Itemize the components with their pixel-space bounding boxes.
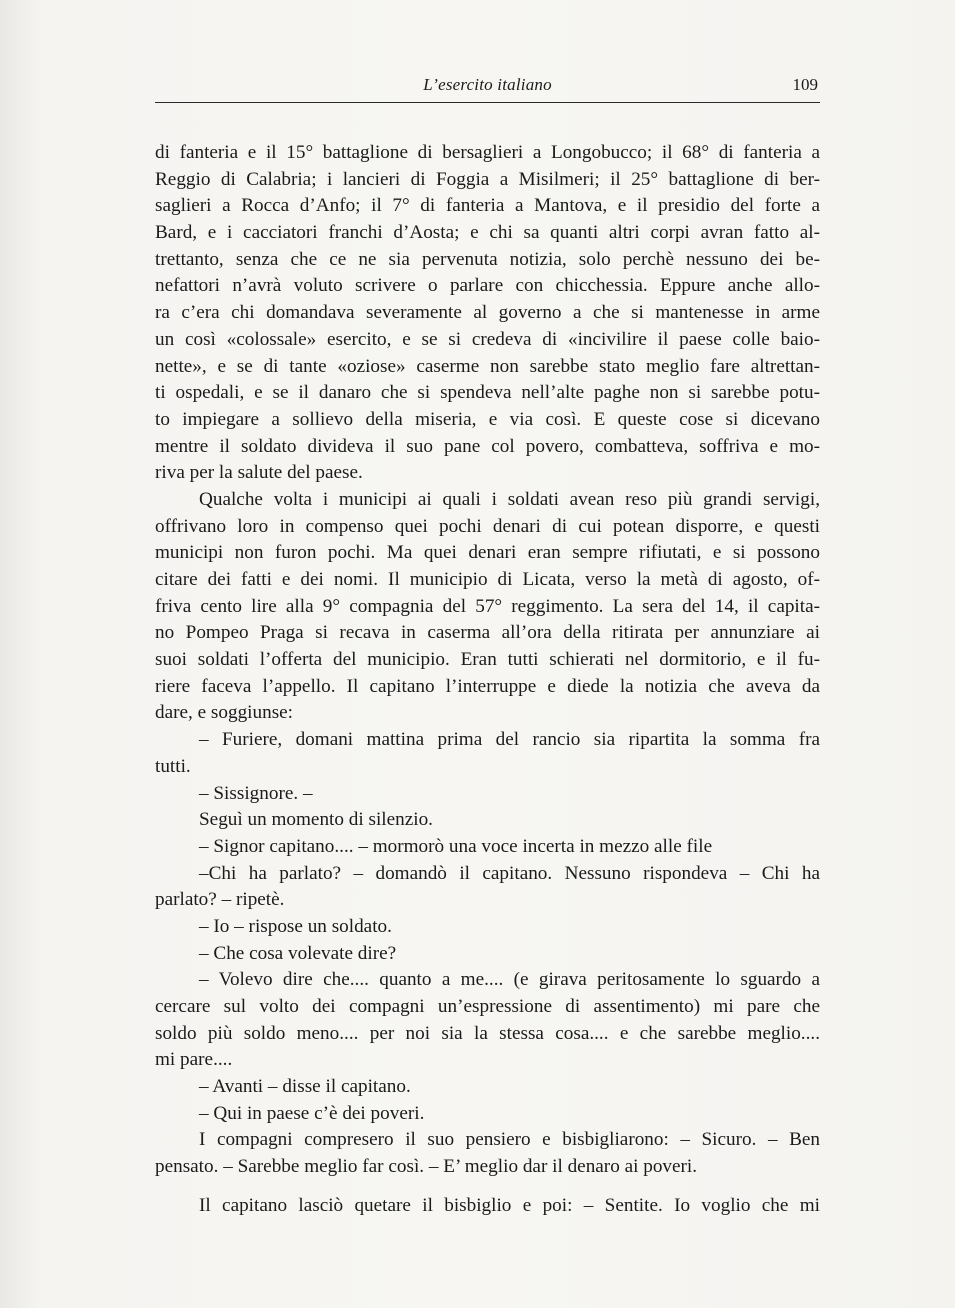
text-line: saglieri a Rocca d’Anfo; il 7° di fanteria a Mantova, e il presidio del forte a — [155, 195, 820, 217]
text-line: Reggio di Calabria; i lancieri di Foggia a Misilmeri; il 25° battaglione di ber- — [155, 168, 820, 190]
text-line: mentre il soldato divideva il suo pane col povero, combatteva, soffriva e mo- — [155, 435, 820, 457]
body-text — [155, 140, 820, 1220]
text-line: dare, e soggiunse: — [155, 702, 294, 724]
text-line: – Volevo dire che.... quanto a me.... (e girava peritosamente lo sguardo a — [199, 969, 820, 991]
text-line: – Furiere, domani mattina prima del rancio sia ripartita la somma fra — [199, 729, 820, 751]
text-line: pensato. – Sarebbe meglio far così. – E’ meglio dar il denaro ai poveri. — [155, 1156, 698, 1178]
text-line: – Signor capitano.... – mormorò una voce incerta in mezzo alle file — [199, 835, 713, 857]
text-line: to impiegare a sollievo della miseria, e via così. E queste cose si dicevano — [155, 408, 820, 430]
text-line: di fanteria e il 15° battaglione di bersaglieri a Longobucco; il 68° di fanteria a — [155, 142, 820, 163]
text-line: nette», e se di tante «oziose» caserme non sarebbe stato meglio fare altrettan- — [155, 355, 820, 377]
text-line: soldo più soldo meno.... per noi sia la stessa cosa.... e che sarebbe meglio.... — [155, 1022, 820, 1044]
text-line: – Io – rispose un soldato. — [199, 915, 392, 937]
text-line: parlato? – ripetè. — [155, 889, 285, 911]
text-line: –Chi ha parlato? – domandò il capitano. Nessuno rispondeva – Chi ha — [199, 862, 820, 884]
text-line: mi pare.... — [155, 1049, 233, 1071]
text-line: Il capitano lasciò quetare il bisbiglio e poi: – Sentite. Io voglio che mi — [199, 1194, 820, 1216]
page-header — [155, 72, 820, 103]
text-line: suoi soldati l’offerta del municipio. Eran tutti schierati nel dormitorio, e il fu- — [155, 649, 820, 671]
text-line: – Sissignore. – — [199, 782, 313, 804]
page-number: 109 — [792, 75, 818, 94]
running-title: L’esercito italiano — [423, 75, 552, 94]
text-line: nefattori n’avrà voluto scrivere o parlare con chicchessia. Eppure anche allo- — [155, 275, 820, 297]
text-line: ra c’era chi domandava severamente al governo a che si mantenesse in arme — [155, 302, 820, 324]
text-line: cercare sul volto dei compagni un’espressione di assentimento) mi pare che — [155, 996, 820, 1017]
text-line: riva per la salute del paese. — [155, 462, 363, 484]
text-line: citare dei fatti e dei nomi. Il municipio di Licata, verso la metà di agosto, of- — [155, 569, 820, 590]
text-line: ti ospedali, e se il danaro che si spendeva nell’alte paghe non si sarebbe potu- — [155, 382, 820, 404]
text-line: Qualche volta i municipi ai quali i soldati avean reso più grandi servigi, — [199, 488, 820, 510]
text-line: Bard, e i cacciatori franchi d’Aosta; e chi sa quanti altri corpi avran fatto al- — [155, 222, 820, 244]
text-line: municipi non furon pochi. Ma quei denari eran sempre rifiutati, e si possono — [155, 542, 820, 564]
text-line: trettanto, senza che ce ne sia pervenuta notizia, solo perchè nessuno dei be- — [155, 248, 820, 270]
text-line: no Pompeo Praga si recava in caserma all’ora della ritirata per annunziare ai — [155, 622, 820, 644]
text-line: tutti. — [155, 755, 191, 777]
paragraph-gap — [155, 1181, 820, 1193]
text-line: – Che cosa volevate dire? — [199, 942, 397, 964]
text-line: Seguì un momento di silenzio. — [199, 809, 433, 831]
text-line: riere faceva l’appello. Il capitano l’interruppe e diede la notizia che aveva da — [155, 675, 820, 697]
text-line: un così «colossale» esercito, e se si credeva di «incivilire il paese colle baio- — [155, 328, 820, 350]
text-line: I compagni compresero il suo pensiero e bisbigliarono: – Sicuro. – Ben — [199, 1129, 820, 1151]
text-line: friva cento lire alla 9° compagnia del 57° reggimento. La sera del 14, il capita- — [155, 595, 820, 617]
text-line: offrivano loro in compenso quei pochi denari di cui potean disporre, e questi — [155, 515, 820, 537]
text-line: – Qui in paese c’è dei poveri. — [199, 1102, 425, 1124]
text-line: – Avanti – disse il capitano. — [199, 1076, 411, 1098]
